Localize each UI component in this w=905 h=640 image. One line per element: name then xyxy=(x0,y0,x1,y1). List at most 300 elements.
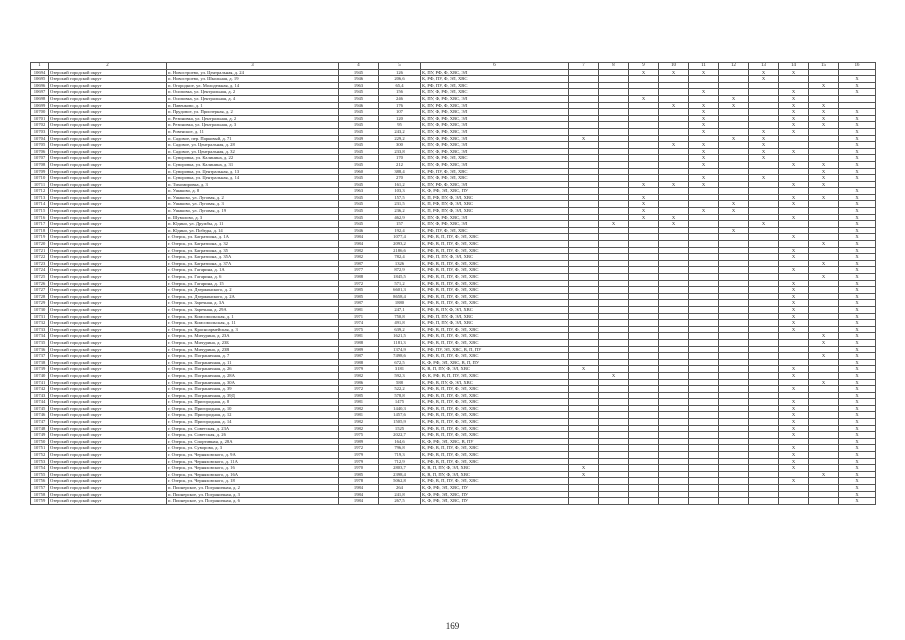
table-cell: Озерский городской округ xyxy=(49,287,167,294)
table-row xyxy=(31,76,876,83)
table-cell xyxy=(719,214,749,221)
table-cell: 10739 xyxy=(31,366,49,373)
table-cell: 10740 xyxy=(31,372,49,379)
table-cell: 1975 xyxy=(339,432,379,439)
table-cell xyxy=(749,320,779,327)
table-row xyxy=(31,247,876,254)
table-cell: X xyxy=(779,122,809,129)
table-cell xyxy=(749,399,779,406)
table-cell xyxy=(629,425,659,432)
table-cell: 8658,4 xyxy=(379,293,421,300)
table-cell xyxy=(749,392,779,399)
table-cell: 10711 xyxy=(31,181,49,188)
table-cell: X xyxy=(839,471,876,478)
table-cell: п. Ушаково, д. 8 xyxy=(167,188,339,195)
table-cell: п. Ушаково, ул. Луговая, д. 2 xyxy=(167,194,339,201)
table-cell: X xyxy=(839,432,876,439)
table-cell xyxy=(569,491,599,498)
table-cell xyxy=(689,287,719,294)
table-cell: 10753 xyxy=(31,458,49,465)
table-cell xyxy=(809,326,839,333)
table-cell xyxy=(749,306,779,313)
table-cell: X xyxy=(839,333,876,340)
table-cell: X xyxy=(719,201,749,208)
table-cell: X xyxy=(839,168,876,175)
table-cell xyxy=(689,366,719,373)
table-cell xyxy=(599,458,629,465)
table-cell: 1981 xyxy=(339,333,379,340)
table-cell xyxy=(719,339,749,346)
table-cell xyxy=(659,425,689,432)
table-cell xyxy=(809,386,839,393)
table-cell: 592,3 xyxy=(379,372,421,379)
table-cell: г. Озерск, ул. Пограничная, д. 39 xyxy=(167,386,339,393)
table-cell: 1987 xyxy=(339,260,379,267)
table-cell: 10724 xyxy=(31,267,49,274)
table-cell xyxy=(659,254,689,261)
table-cell: X xyxy=(779,89,809,96)
table-cell: X xyxy=(689,175,719,182)
table-cell: Озерский городской округ xyxy=(49,372,167,379)
table-cell xyxy=(809,478,839,485)
table-cell: Ф, К, РФ, В, П, ПУ, ЭЛ, ХВС xyxy=(421,372,569,379)
table-cell: К, РФ, В, П, ПУ, Ф, ЭЛ, ХВС xyxy=(421,399,569,406)
table-cell xyxy=(719,452,749,459)
table-cell xyxy=(689,498,719,505)
table-cell xyxy=(689,333,719,340)
table-cell: 170 xyxy=(379,155,421,162)
table-cell: К, РФ, ПУ, Ф, ЭЛ, ХВС xyxy=(421,227,569,234)
table-cell xyxy=(629,175,659,182)
table-cell xyxy=(569,326,599,333)
table-cell xyxy=(749,359,779,366)
table-cell xyxy=(689,379,719,386)
table-cell: Озерский городской округ xyxy=(49,274,167,281)
table-cell xyxy=(689,432,719,439)
table-cell: Озерский городской округ xyxy=(49,69,167,76)
table-cell xyxy=(749,386,779,393)
table-row xyxy=(31,498,876,505)
table-cell xyxy=(659,306,689,313)
table-cell xyxy=(719,333,749,340)
table-cell: 1945 xyxy=(339,148,379,155)
table-cell: Озерский городской округ xyxy=(49,353,167,360)
table-cell: п. Пионерское, ул. Пограничная, д. 2 xyxy=(167,485,339,492)
table-cell: X xyxy=(839,188,876,195)
table-cell: X xyxy=(779,425,809,432)
table-cell: 300 xyxy=(379,142,421,149)
table-cell xyxy=(809,128,839,135)
table-cell: 10750 xyxy=(31,438,49,445)
table-cell: X xyxy=(839,353,876,360)
table-cell xyxy=(809,135,839,142)
table-cell xyxy=(569,155,599,162)
table-cell: г. Озерск, ул. Пограничная, д. 7 xyxy=(167,353,339,360)
table-cell: 462,9 xyxy=(379,214,421,221)
table-cell: 1981 xyxy=(339,306,379,313)
table-cell: X xyxy=(749,135,779,142)
table-cell: X xyxy=(629,214,659,221)
table-cell: Озерский городской округ xyxy=(49,76,167,83)
table-cell: К, РФ, В, П, ПУ, Ф, ЭЛ, ХВС xyxy=(421,478,569,485)
table-cell: 1984 xyxy=(339,241,379,248)
table-cell xyxy=(599,95,629,102)
table-cell xyxy=(809,491,839,498)
table-cell: 10744 xyxy=(31,399,49,406)
table-cell: Озерский городской округ xyxy=(49,359,167,366)
table-cell xyxy=(809,498,839,505)
table-cell xyxy=(719,247,749,254)
table-cell xyxy=(839,95,876,102)
table-cell xyxy=(599,333,629,340)
table-cell xyxy=(779,346,809,353)
table-cell: Озерский городской округ xyxy=(49,142,167,149)
table-cell: X xyxy=(809,339,839,346)
table-cell: 6601,3 xyxy=(379,287,421,294)
table-cell xyxy=(659,498,689,505)
table-cell xyxy=(599,425,629,432)
table-row xyxy=(31,359,876,366)
table-cell: 5062,8 xyxy=(379,478,421,485)
table-cell xyxy=(809,208,839,215)
table-cell: X xyxy=(779,148,809,155)
table-cell: 1984 xyxy=(339,491,379,498)
table-cell: п. Тихомировка, д. 3 xyxy=(167,181,339,188)
table-cell: X xyxy=(779,445,809,452)
table-cell: X xyxy=(749,175,779,182)
table-cell xyxy=(659,188,689,195)
table-row xyxy=(31,69,876,76)
table-cell: 10713 xyxy=(31,194,49,201)
table-cell: X xyxy=(659,69,689,76)
table-cell: 796,8 xyxy=(379,445,421,452)
header-cell: 6 xyxy=(421,63,569,70)
table-row xyxy=(31,333,876,340)
table-cell xyxy=(749,214,779,221)
table-cell: 1525 xyxy=(379,425,421,432)
table-cell xyxy=(689,194,719,201)
table-cell xyxy=(569,287,599,294)
table-cell xyxy=(629,155,659,162)
table-cell: Озерский городской округ xyxy=(49,333,167,340)
table-cell: Озерский городской округ xyxy=(49,188,167,195)
table-row xyxy=(31,386,876,393)
table-cell xyxy=(749,122,779,129)
table-cell xyxy=(809,465,839,472)
table-cell: 206,6 xyxy=(379,76,421,83)
table-cell xyxy=(749,485,779,492)
table-cell xyxy=(599,320,629,327)
table-cell: 1181,3 xyxy=(379,339,421,346)
table-cell: п. Осиповка, ул. Центральная, д. 2 xyxy=(167,89,339,96)
table-cell: Озерский городской округ xyxy=(49,175,167,182)
table-cell xyxy=(659,260,689,267)
table-cell xyxy=(659,247,689,254)
header-cell: 10 xyxy=(659,63,689,70)
table-cell: X xyxy=(719,102,749,109)
table-cell: X xyxy=(689,122,719,129)
table-cell: X xyxy=(839,379,876,386)
table-cell xyxy=(629,247,659,254)
table-cell xyxy=(749,425,779,432)
table-cell: 157 xyxy=(379,221,421,228)
table-cell: 247,1 xyxy=(379,306,421,313)
table-cell: Озерский городской округ xyxy=(49,82,167,89)
table-cell xyxy=(569,419,599,426)
table-cell: Озерский городской округ xyxy=(49,465,167,472)
table-cell: 176 xyxy=(379,102,421,109)
table-cell xyxy=(749,419,779,426)
table-cell: 10701 xyxy=(31,115,49,122)
table-cell: 241,8 xyxy=(379,491,421,498)
table-cell: К, РФ, В, П, ПУ, Ф, ЭЛ, ХВС xyxy=(421,386,569,393)
table-cell xyxy=(749,194,779,201)
table-cell: г. Озерск, ул. Мичурина, д. 23Б xyxy=(167,339,339,346)
table-cell: К, РФ, В, П, ПУ, Ф, ЭЛ, ХВС xyxy=(421,280,569,287)
table-cell: 231,5 xyxy=(379,201,421,208)
table-row xyxy=(31,155,876,162)
table-cell xyxy=(779,485,809,492)
table-cell xyxy=(659,241,689,248)
table-cell xyxy=(719,491,749,498)
table-cell: 10707 xyxy=(31,155,49,162)
table-cell: X xyxy=(689,155,719,162)
table-cell: 95 xyxy=(379,122,421,129)
table-cell xyxy=(569,148,599,155)
table-cell: Озерский городской округ xyxy=(49,161,167,168)
table-cell xyxy=(569,399,599,406)
table-cell xyxy=(719,458,749,465)
table-cell xyxy=(659,419,689,426)
table-cell: 3181 xyxy=(379,366,421,373)
table-cell xyxy=(599,339,629,346)
table-cell: п. Новостроево, ул. Школьная, д. 19 xyxy=(167,76,339,83)
table-cell: 10710 xyxy=(31,175,49,182)
table-cell: 1960 xyxy=(339,168,379,175)
table-cell: г. Озерск, ул. Пограничная, д. 39Д xyxy=(167,392,339,399)
table-cell xyxy=(599,313,629,320)
table-cell: X xyxy=(689,109,719,116)
table-cell xyxy=(629,274,659,281)
table-cell xyxy=(659,175,689,182)
table-cell xyxy=(779,82,809,89)
table-cell xyxy=(719,399,749,406)
table-cell: Озерский городской округ xyxy=(49,280,167,287)
table-cell xyxy=(569,221,599,228)
table-cell xyxy=(689,438,719,445)
table-cell: Озерский городской округ xyxy=(49,254,167,261)
table-cell xyxy=(749,234,779,241)
table-cell xyxy=(659,458,689,465)
table-cell: X xyxy=(689,102,719,109)
table-cell xyxy=(689,405,719,412)
table-cell xyxy=(569,293,599,300)
table-cell: К, ПУ, Ф, РФ, ХВС, ЭЛ xyxy=(421,115,569,122)
table-cell: X xyxy=(779,194,809,201)
table-cell xyxy=(569,115,599,122)
table-cell: К, РФ, В, П, ПУ, Ф, ЭЛ, ХВС xyxy=(421,274,569,281)
table-cell: X xyxy=(629,95,659,102)
table-cell xyxy=(689,313,719,320)
table-cell: 1440,3 xyxy=(379,405,421,412)
table-cell: г. Озерск, ул. Дзержинского, д. 2 xyxy=(167,287,339,294)
table-cell xyxy=(659,471,689,478)
table-cell: Озерский городской округ xyxy=(49,412,167,419)
table-cell xyxy=(659,326,689,333)
table-cell: К, Ф, РФ, ЭЛ, ХВС, В, ПУ xyxy=(421,438,569,445)
table-cell xyxy=(749,89,779,96)
table-cell xyxy=(749,201,779,208)
table-cell: X xyxy=(839,346,876,353)
table-cell xyxy=(569,306,599,313)
table-row xyxy=(31,425,876,432)
table-cell: X xyxy=(749,155,779,162)
table-cell: 10705 xyxy=(31,142,49,149)
table-cell xyxy=(749,412,779,419)
table-cell: X xyxy=(839,155,876,162)
table-cell: 243,2 xyxy=(379,128,421,135)
table-cell: 10737 xyxy=(31,353,49,360)
table-cell: г. Озерск, ул. Дзержинского, д. 2А xyxy=(167,293,339,300)
table-cell xyxy=(719,306,749,313)
table-cell: X xyxy=(749,148,779,155)
table-cell xyxy=(599,379,629,386)
table-row xyxy=(31,89,876,96)
table-cell xyxy=(719,69,749,76)
table-cell xyxy=(719,346,749,353)
table-cell: X xyxy=(839,267,876,274)
table-cell xyxy=(689,280,719,287)
table-cell xyxy=(719,194,749,201)
table-cell xyxy=(689,260,719,267)
table-cell xyxy=(599,260,629,267)
table-cell: 10757 xyxy=(31,485,49,492)
table-cell: X xyxy=(809,353,839,360)
table-cell xyxy=(629,102,659,109)
table-row xyxy=(31,188,876,195)
table-cell xyxy=(659,227,689,234)
table-cell xyxy=(689,82,719,89)
table-cell: г. Озерск, ул. Пригородная, д. 10 xyxy=(167,405,339,412)
table-row xyxy=(31,491,876,498)
table-cell: X xyxy=(839,161,876,168)
table-cell: 10714 xyxy=(31,201,49,208)
table-cell: X xyxy=(779,452,809,459)
table-cell xyxy=(719,498,749,505)
table-cell xyxy=(659,445,689,452)
table-cell xyxy=(569,227,599,234)
table-cell xyxy=(599,399,629,406)
table-cell xyxy=(569,313,599,320)
table-cell xyxy=(719,485,749,492)
table-cell: X xyxy=(779,115,809,122)
table-cell xyxy=(659,300,689,307)
table-cell: 2803,7 xyxy=(379,465,421,472)
table-cell: X xyxy=(839,227,876,234)
table-cell xyxy=(719,419,749,426)
table-cell xyxy=(599,194,629,201)
table-cell xyxy=(599,419,629,426)
table-cell: К, В, П, ПУ, Ф, ЭЛ, ХВС xyxy=(421,465,569,472)
table-cell xyxy=(629,306,659,313)
table-cell xyxy=(569,339,599,346)
table-row xyxy=(31,102,876,109)
table-cell: Озерский городской округ xyxy=(49,313,167,320)
table-cell xyxy=(749,300,779,307)
table-cell xyxy=(719,254,749,261)
table-cell xyxy=(749,247,779,254)
table-cell: 212 xyxy=(379,161,421,168)
table-cell: К, РФ, В, П, ПУ, Ф, ЭЛ, ХВС xyxy=(421,392,569,399)
table-cell xyxy=(719,234,749,241)
table-cell xyxy=(779,260,809,267)
table-cell: К, ПУ, Ф, РФ, ХВС, ЭЛ xyxy=(421,161,569,168)
table-cell xyxy=(629,280,659,287)
table-cell: К, ПУ, РФ, Ф, ХВС, ЭЛ xyxy=(421,102,569,109)
table-cell: К, ПУ, Ф, РФ, ЭЛ, ХВС xyxy=(421,155,569,162)
table-cell: 10718 xyxy=(31,227,49,234)
table-cell xyxy=(659,274,689,281)
table-cell xyxy=(659,412,689,419)
table-cell xyxy=(569,458,599,465)
table-cell xyxy=(569,372,599,379)
table-cell xyxy=(719,260,749,267)
table-cell: 270 xyxy=(379,175,421,182)
table-cell xyxy=(719,274,749,281)
table-row xyxy=(31,485,876,492)
table-cell: 1946 xyxy=(339,227,379,234)
table-cell xyxy=(809,359,839,366)
table-cell xyxy=(659,478,689,485)
table-cell: X xyxy=(839,280,876,287)
table-row xyxy=(31,168,876,175)
table-cell xyxy=(599,168,629,175)
table-cell xyxy=(569,485,599,492)
table-cell xyxy=(779,221,809,228)
table-row xyxy=(31,148,876,155)
table-cell: X xyxy=(839,293,876,300)
table-cell xyxy=(569,142,599,149)
table-row xyxy=(31,412,876,419)
table-cell: 1374,9 xyxy=(379,346,421,353)
table-cell xyxy=(569,425,599,432)
table-cell: Озерский городской округ xyxy=(49,109,167,116)
table-cell: X xyxy=(839,412,876,419)
table-cell: 2093,2 xyxy=(379,241,421,248)
table-cell xyxy=(809,76,839,83)
table-cell xyxy=(779,155,809,162)
table-cell: К, РФ, В, П, ПУ, Ф, ЭЛ, ХВС xyxy=(421,432,569,439)
table-cell: К, РФ, В, П, ПУ, Ф, ЭЛ, ХВС xyxy=(421,452,569,459)
table-cell: X xyxy=(689,115,719,122)
table-cell xyxy=(689,234,719,241)
table-cell: г. Озерск, ул. Багратиона, д. 32 xyxy=(167,241,339,248)
table-cell: X xyxy=(779,399,809,406)
table-cell: Озерский городской округ xyxy=(49,168,167,175)
table-cell: X xyxy=(749,76,779,83)
table-cell xyxy=(749,188,779,195)
table-cell xyxy=(599,392,629,399)
table-cell xyxy=(629,168,659,175)
table-row xyxy=(31,109,876,116)
table-cell: г. Озерск, ул. Черняховского, д. 16 xyxy=(167,465,339,472)
table-cell: п. Ушаково, ул. Луговая, д. 19 xyxy=(167,208,339,215)
table-cell xyxy=(749,452,779,459)
table-cell: X xyxy=(779,247,809,254)
table-cell: Озерский городской округ xyxy=(49,320,167,327)
table-cell: X xyxy=(839,425,876,432)
table-cell: К, П, РФ, ПУ, Ф, ЭЛ, ХВС xyxy=(421,208,569,215)
